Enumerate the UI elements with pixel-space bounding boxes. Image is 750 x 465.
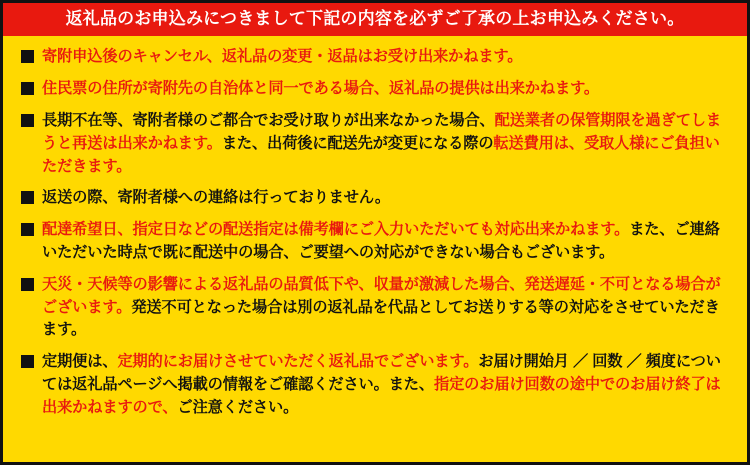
list-item-segment: また、出荷後に配送先が変更になる際の (221, 134, 494, 152)
square-bullet-icon (21, 278, 34, 291)
list-item-text (42, 46, 522, 69)
square-bullet-icon (21, 114, 34, 127)
square-bullet-icon (21, 50, 34, 63)
list-item-segment: 配送業者の保管期限を過ぎてしまうと再送は出来かねます。 (42, 111, 721, 152)
list-item (21, 46, 729, 69)
list-item-segment: 配達希望日、指定日などの配送指定は備考欄にご入力いただいても対応出来かねます。 (42, 221, 630, 239)
list-item (21, 351, 729, 419)
list-item-segment: 転送費用は、受取人様にご負担いただきます。 (42, 134, 720, 175)
list-item-segment: また、ご連絡いただいた時点で既に配送中の場合、ご要望への対応ができない場合もございます。 (42, 221, 720, 261)
notice-item-list (3, 36, 747, 462)
list-item (21, 78, 729, 101)
list-item-text (42, 187, 390, 210)
list-item-segment: 指定のお届け回数の途中でのお届け終了は出来かねますので、 (42, 375, 721, 416)
list-item (21, 274, 729, 342)
list-item-segment: 長期不在等、寄附者様のご都合でお受け取りが出来なかった場合、 (42, 111, 495, 129)
list-item-text (42, 219, 729, 265)
list-item-segment: お届け開始月 ／ 回数 ／ 頻度については返礼品ページへ掲載の情報をご確認ください。また、 (42, 353, 721, 393)
list-item-segment: 定期的にお届けさせていただく返礼品でございます。 (117, 353, 479, 371)
list-item-segment: 天災・天候等の影響による返礼品の品質低下や、収量が激減した場合、発送遅延・不可となる場合がございます。 (42, 275, 721, 316)
list-item-segment: 住民票の住所が寄附先の自治体と同一である場合、返礼品の提供は出来かねます。 (42, 80, 600, 98)
list-item (21, 110, 729, 178)
square-bullet-icon (21, 82, 34, 95)
list-item-text (42, 351, 729, 419)
list-item-segment: ご注意ください。 (177, 398, 299, 416)
square-bullet-icon (21, 191, 34, 204)
list-item-segment: 発送不可となった場合は別の返礼品を代品としてお送りする等の対応をさせていただきます。 (42, 298, 720, 339)
list-item-text (42, 274, 729, 342)
list-item (21, 219, 729, 265)
square-bullet-icon (21, 223, 34, 236)
list-item-segment: 寄附申込後のキャンセル、返礼品の変更・返品はお受け出来かねます。 (42, 48, 523, 66)
square-bullet-icon (21, 355, 34, 368)
list-item (21, 187, 729, 210)
list-item-segment: 定期便は、 (42, 353, 118, 371)
list-item-text (42, 110, 729, 178)
list-item-segment: 返送の際、寄附者様への連絡は行っておりません。 (42, 189, 390, 207)
notice-header-title: 返礼品のお申込みにつきまして下記の内容を必ずご了承の上お申込みください。 (3, 3, 747, 36)
list-item-text (42, 78, 599, 101)
